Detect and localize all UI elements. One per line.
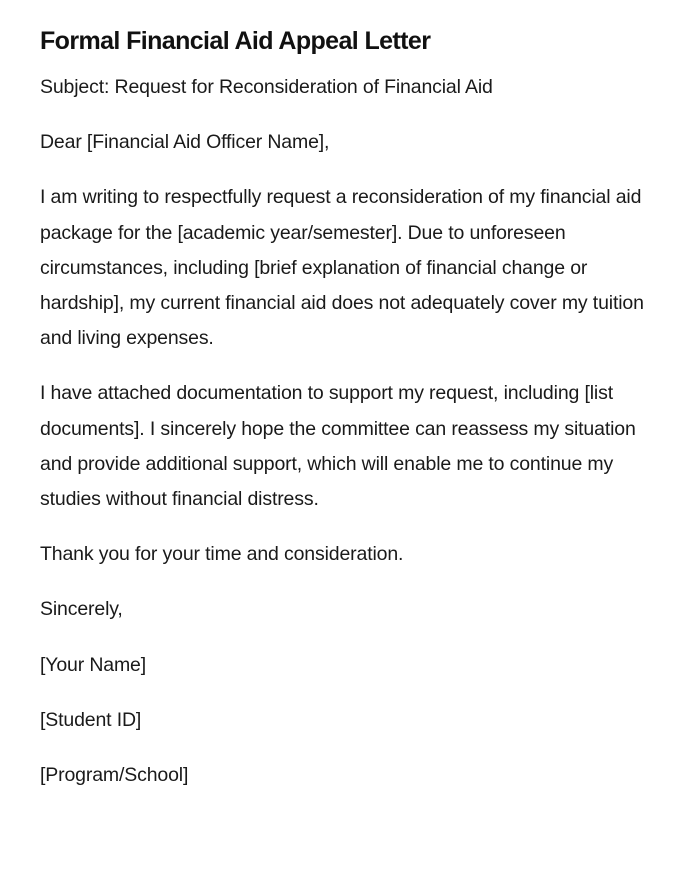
signature-program: [Program/School] [40,764,189,787]
letter-closing: Sincerely, [40,598,123,621]
letter-title: Formal Financial Aid Appeal Letter [40,27,431,55]
letter-salutation: Dear [Financial Aid Officer Name], [40,131,330,154]
signature-student-id: [Student ID] [40,708,142,731]
letter-body-paragraph-1: I am writing to respectfully request a reconsideration of my financial aid package for the [academic year/semester]. Due to unforeseen circumstances, including [brief explanation of financial change or hardship], my current financial aid does not adequately cover my tuition and living expenses. [40,186,644,350]
signature-name: [Your Name] [40,653,147,676]
letter-subject: Subject: Request for Reconsideration of Financial Aid [40,76,493,98]
letter-body-paragraph-2: I have attached documentation to support my request, including [list documents]. I sincerely hope the committee can reassess my situation and provide additional support, which will enable me to continue my studies without financial distress. [40,382,636,511]
letter-body-paragraph-3: Thank you for your time and consideration. [40,543,404,566]
